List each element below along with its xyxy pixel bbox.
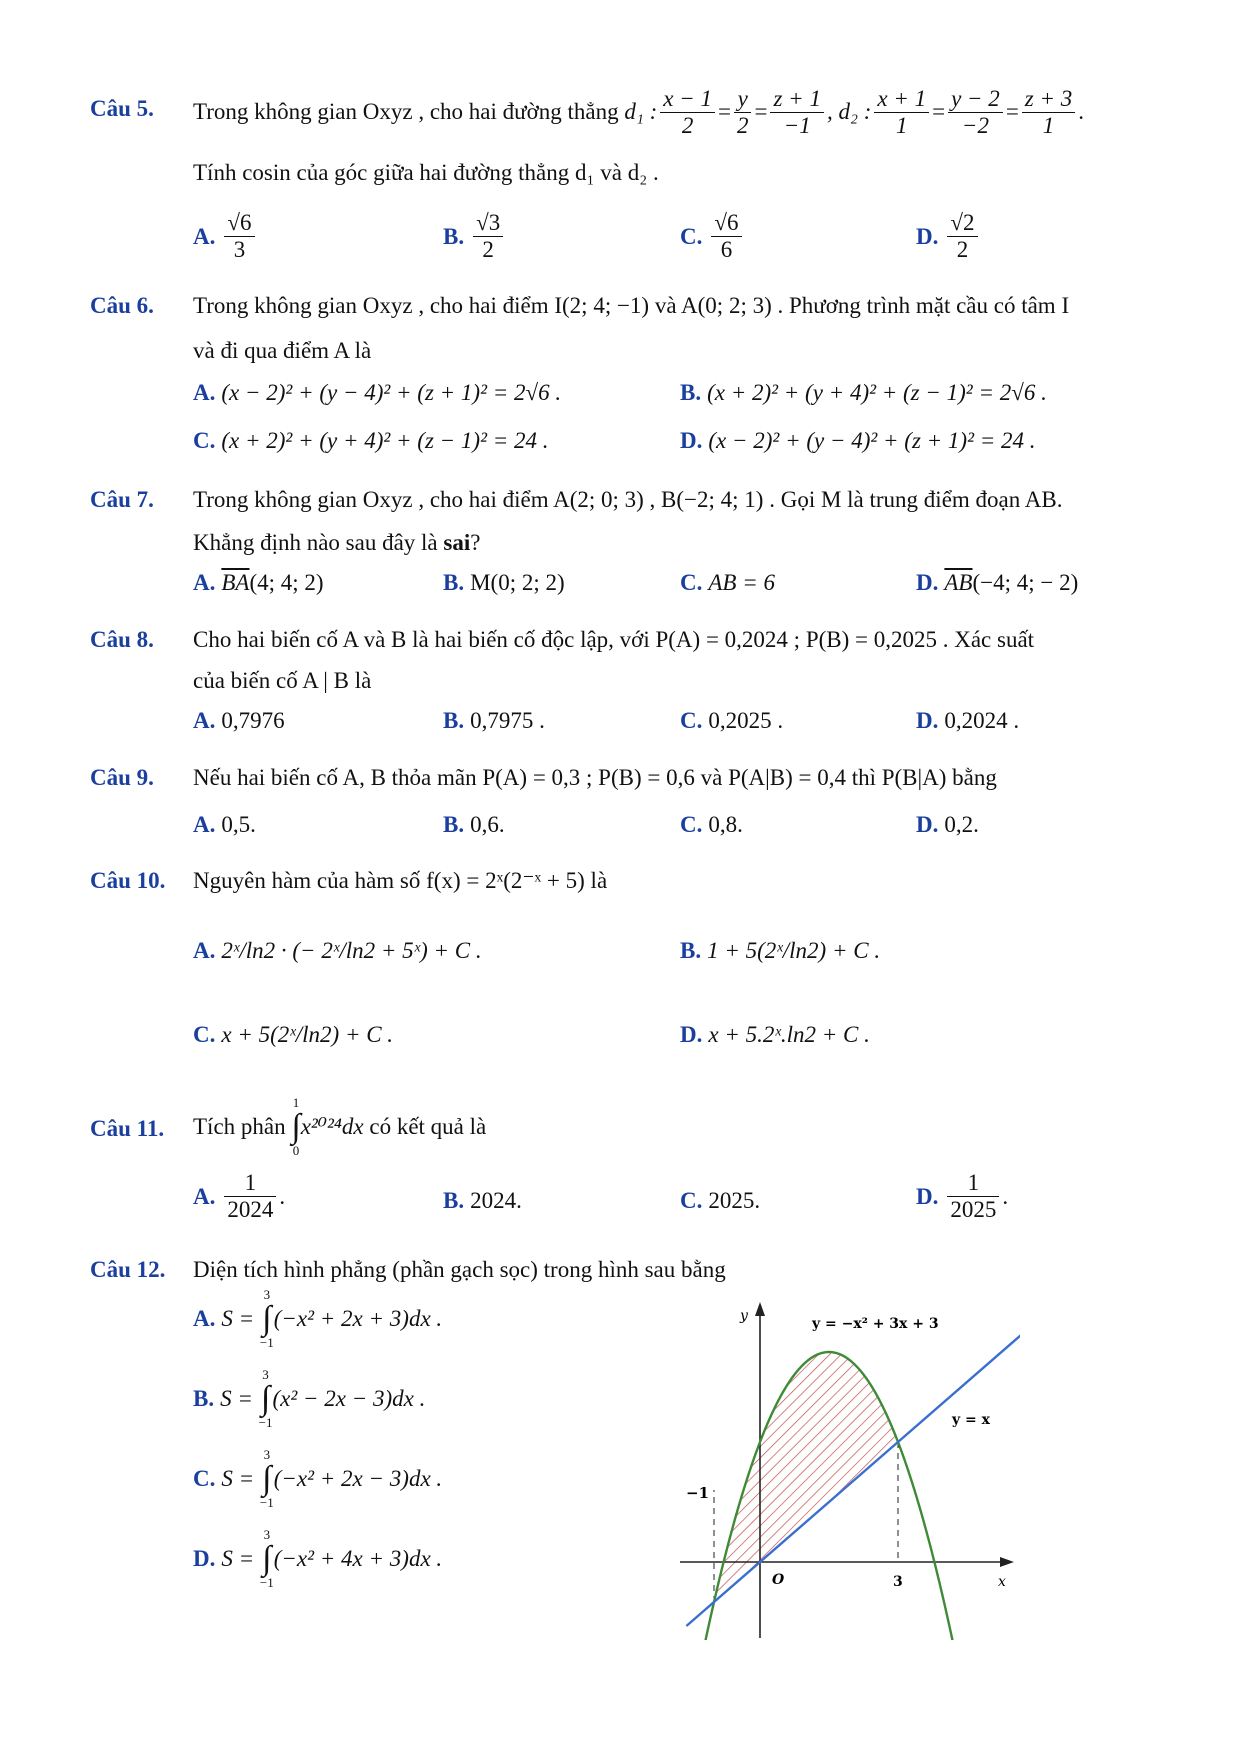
option-a[interactable]: A. 0,5.	[193, 812, 256, 837]
option-b[interactable]: B. M(0; 2; 2)	[443, 570, 565, 595]
option-d[interactable]: D. S = 3 ∫ −1 (−x² + 4x + 3)dx .	[193, 1527, 443, 1590]
question-stem: Tích phân 1 ∫ 0 x²⁰²⁴dx có kết quả là	[193, 1095, 487, 1158]
option-a[interactable]: A. 2ˣ/ln2 · (− 2ˣ/ln2 + 5ˣ) + C .	[193, 938, 482, 963]
question-stem: Diện tích hình phẳng (phần gạch sọc) trong hình sau bằng	[193, 1257, 726, 1282]
question-stem-2: Khẳng định nào sau đây là sai?	[193, 530, 481, 555]
option-b[interactable]: B. S = 3 ∫ −1 (x² − 2x − 3)dx .	[193, 1367, 426, 1430]
line-label: y = x	[952, 1412, 990, 1428]
x-axis-arrow	[1000, 1557, 1014, 1567]
option-c[interactable]: C. 2025.	[680, 1188, 761, 1213]
option-c[interactable]: C. 0,2025 .	[680, 708, 784, 733]
question-label: Câu 10.	[90, 868, 166, 893]
option-a[interactable]: A. $\frac{√6}{3}$	[193, 210, 258, 263]
option-b[interactable]: B. (x + 2)² + (y + 4)² + (z − 1)² = 2√6 .	[680, 380, 1047, 405]
option-c[interactable]: C. S = 3 ∫ −1 (−x² + 2x − 3)dx .	[193, 1447, 443, 1510]
integral-sign: 3 ∫ −1	[259, 1527, 274, 1590]
integral-sign: 3 ∫ −1	[259, 1447, 274, 1510]
option-d[interactable]: D. $\frac{1}{2025}$ .	[916, 1170, 1009, 1222]
integral-sign: 1 ∫ 0	[291, 1095, 301, 1158]
option-b[interactable]: B. 2024.	[443, 1188, 522, 1213]
option-a[interactable]: A. (x − 2)² + (y − 4)² + (z + 1)² = 2√6 .	[193, 380, 562, 405]
question-label: Câu 11.	[90, 1116, 165, 1141]
option-c[interactable]: C. (x + 2)² + (y + 4)² + (z − 1)² = 24 .	[193, 428, 549, 453]
origin-label: O	[772, 1572, 785, 1588]
option-b[interactable]: B. 0,7975 .	[443, 708, 545, 733]
question-stem: Trong không gian Oxyz , cho hai điểm A(2; 0; 3) , B(−2; 4; 1) . Gọi M là trung điểm đoạn AB.	[193, 487, 1063, 512]
option-c[interactable]: C. $\frac{√6}{6}$	[680, 210, 745, 263]
option-d[interactable]: D. $\overline{AB}(-4$; 4; − 2)	[916, 570, 1079, 595]
area-figure	[680, 1300, 1020, 1640]
option-a[interactable]: A. $\overline{BA}(4$; 4; 2)	[193, 570, 324, 595]
question-stem-2: Tính cosin của góc giữa hai đường thẳng d₁ và d₂ .	[193, 160, 659, 185]
option-d[interactable]: D. $\frac{√2}{2}$	[916, 210, 981, 263]
option-b[interactable]: B. $\frac{√3}{2}$	[443, 210, 506, 263]
question-label: Câu 5.	[90, 96, 154, 121]
option-c[interactable]: C. AB = 6	[680, 570, 775, 595]
question-stem: Nguyên hàm của hàm số f(x) = 2ˣ(2⁻ˣ + 5) là	[193, 868, 608, 893]
integral-sign: 3 ∫ −1	[258, 1367, 273, 1430]
question-label: Câu 12.	[90, 1257, 166, 1282]
question-stem: Trong không gian Oxyz , cho hai điểm I(2; 4; −1) và A(0; 2; 3) . Phương trình mặt cầu có tâm I	[193, 293, 1070, 318]
integral-sign: 3 ∫ −1	[259, 1287, 274, 1350]
question-label: Câu 9.	[90, 765, 154, 790]
question-stem: Cho hai biến cố A và B là hai biến cố độc lập, với P(A) = 0,2024 ; P(B) = 0,2025 . Xác suất	[193, 627, 1035, 652]
question-label: Câu 7.	[90, 487, 154, 512]
x-axis-label: x	[998, 1574, 1006, 1590]
question-stem: Trong không gian Oxyz , cho hai đường thẳng d₁ : $\frac{x - 1}{2}$ = $\frac{y}{2}$ = $\frac{z + 1}{-1}$ , d₂ : $\frac{x + 1}{1}$ = $\frac{y - 2}{-2}$ = $\frac{z + 3}{1}$ .	[193, 85, 1085, 138]
option-d[interactable]: D. 0,2.	[916, 812, 979, 837]
option-b[interactable]: B. 0,6.	[443, 812, 505, 837]
question-label: Câu 8.	[90, 627, 154, 652]
question-label: Câu 6.	[90, 293, 154, 318]
hatched-region	[714, 1352, 898, 1602]
tick-label-neg1: −1	[686, 1484, 710, 1502]
option-d[interactable]: D. x + 5.2ˣ.ln2 + C .	[680, 1022, 870, 1047]
tick-label-3: 3	[893, 1574, 903, 1590]
question-stem-2: của biến cố A | B là	[193, 668, 372, 693]
option-d[interactable]: D. 0,2024 .	[916, 708, 1020, 733]
question-stem-2: và đi qua điểm A là	[193, 338, 372, 363]
option-d[interactable]: D. (x − 2)² + (y − 4)² + (z + 1)² = 24 .	[680, 428, 1036, 453]
y-axis-arrow	[755, 1302, 765, 1316]
option-c[interactable]: C. x + 5(2ˣ/ln2) + C .	[193, 1022, 394, 1047]
question-stem: Nếu hai biến cố A, B thỏa mãn P(A) = 0,3 ; P(B) = 0,6 và P(A|B) = 0,4 thì P(B|A) bằng	[193, 765, 997, 790]
parabola-label: y = −x² + 3x + 3	[812, 1316, 939, 1332]
option-a[interactable]: A. S = 3 ∫ −1 (−x² + 2x + 3)dx .	[193, 1287, 443, 1350]
option-b[interactable]: B. 1 + 5(2ˣ/ln2) + C .	[680, 938, 881, 963]
option-a[interactable]: A. $\frac{1}{2024}$ .	[193, 1170, 286, 1222]
option-a[interactable]: A. 0,7976	[193, 708, 285, 733]
y-axis-label: y	[740, 1308, 748, 1324]
option-c[interactable]: C. 0,8.	[680, 812, 743, 837]
